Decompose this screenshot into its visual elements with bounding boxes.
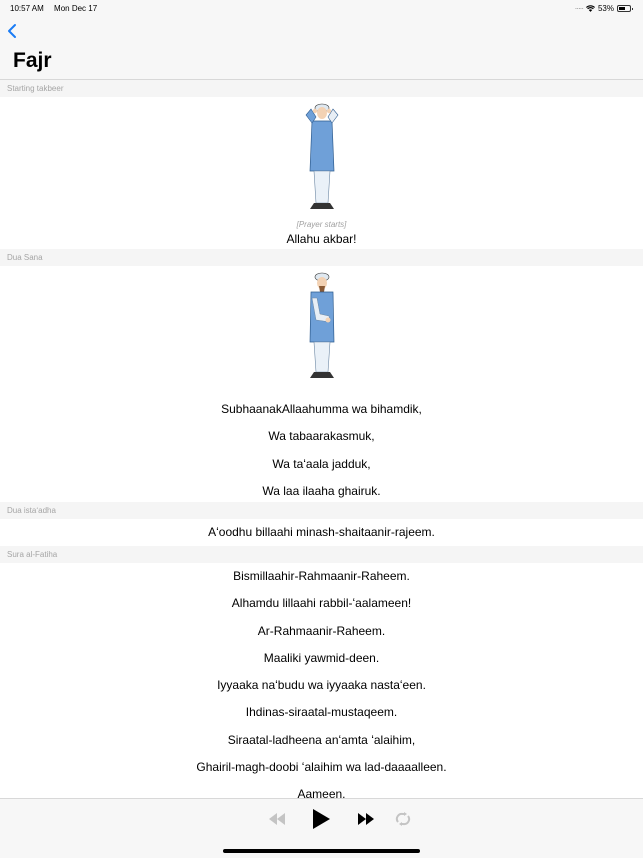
page-title: Fajr (13, 49, 52, 72)
section-starting-takbeer (0, 97, 643, 249)
recitation-line: Alhamdu lillaahi rabbil-ʻaalameen! (231, 596, 412, 611)
chevron-left-icon (6, 22, 18, 40)
section-header-dua-sana: Dua Sana (0, 249, 643, 266)
recitation-line: Iyyaaka naʻbudu wa iyyaaka nastaʻeen. (217, 678, 426, 693)
battery-icon (617, 5, 631, 12)
wifi-icon (586, 5, 595, 12)
recitation-line: Ghairil-magh-doobi ʻalaihim wa lad-daaaalleen. (196, 760, 447, 775)
battery-percent: 53% (597, 3, 614, 13)
recitation-line: Wa tabaarakasmuk, (268, 429, 375, 444)
signal-dots-icon: ····· (574, 3, 583, 13)
status-time: 10:57 AM (10, 3, 44, 13)
play-icon (312, 809, 330, 829)
home-indicator[interactable] (223, 849, 420, 853)
back-button[interactable] (6, 22, 22, 40)
recitation-line: Allahu akbar! (286, 232, 357, 246)
man-takbeer-figure-icon (302, 101, 342, 213)
recitation-line: Aameen. (297, 787, 346, 798)
repeat-icon (395, 812, 411, 826)
navigation-bar (0, 18, 643, 79)
fast-forward-icon (358, 813, 374, 825)
recitation-line: Siraatal-ladheena anʻamta ʻalaihim, (227, 732, 416, 747)
recitation-line: Bismillaahir-Rahmaanir-Raheem. (233, 569, 410, 583)
audio-player-toolbar (0, 798, 643, 858)
recitation-line: Wa taʻaala jadduk, (272, 456, 371, 471)
section-dua-sana (0, 266, 643, 502)
prayer-content-list[interactable] (0, 79, 643, 798)
section-sura-al-fatiha (0, 563, 643, 798)
section-header-dua-istaadha: Dua istaʻadha (0, 502, 643, 519)
rewind-button[interactable] (265, 808, 289, 830)
play-button[interactable] (309, 808, 333, 830)
section-header-sura-al-fatiha: Sura al-Fatiha (0, 546, 643, 563)
recitation-line: SubhaanakAllaahumma wa bihamdik, (221, 402, 422, 416)
fast-forward-button[interactable] (354, 808, 378, 830)
recitation-line: Ar-Rahmaanir-Raheem. (257, 623, 386, 638)
recitation-line: Ihdinas-siraatal-mustaqeem. (245, 705, 398, 720)
recitation-line: Aʻoodhu billaahi minash-shaitaanir-rajeem. (208, 525, 435, 539)
section-dua-istaadha (0, 519, 643, 546)
recitation-line: Maaliki yawmid-deen. (263, 650, 380, 665)
status-date: Mon Dec 17 (54, 3, 98, 13)
section-header-starting-takbeer: Starting takbeer (0, 80, 643, 97)
rewind-icon (269, 813, 285, 825)
recitation-line: Wa laa ilaaha ghairuk. (262, 483, 381, 498)
repeat-button[interactable] (391, 808, 415, 830)
man-standing-figure-icon (302, 270, 342, 382)
prayer-caption: [Prayer starts] (296, 220, 347, 229)
status-bar (0, 0, 643, 16)
